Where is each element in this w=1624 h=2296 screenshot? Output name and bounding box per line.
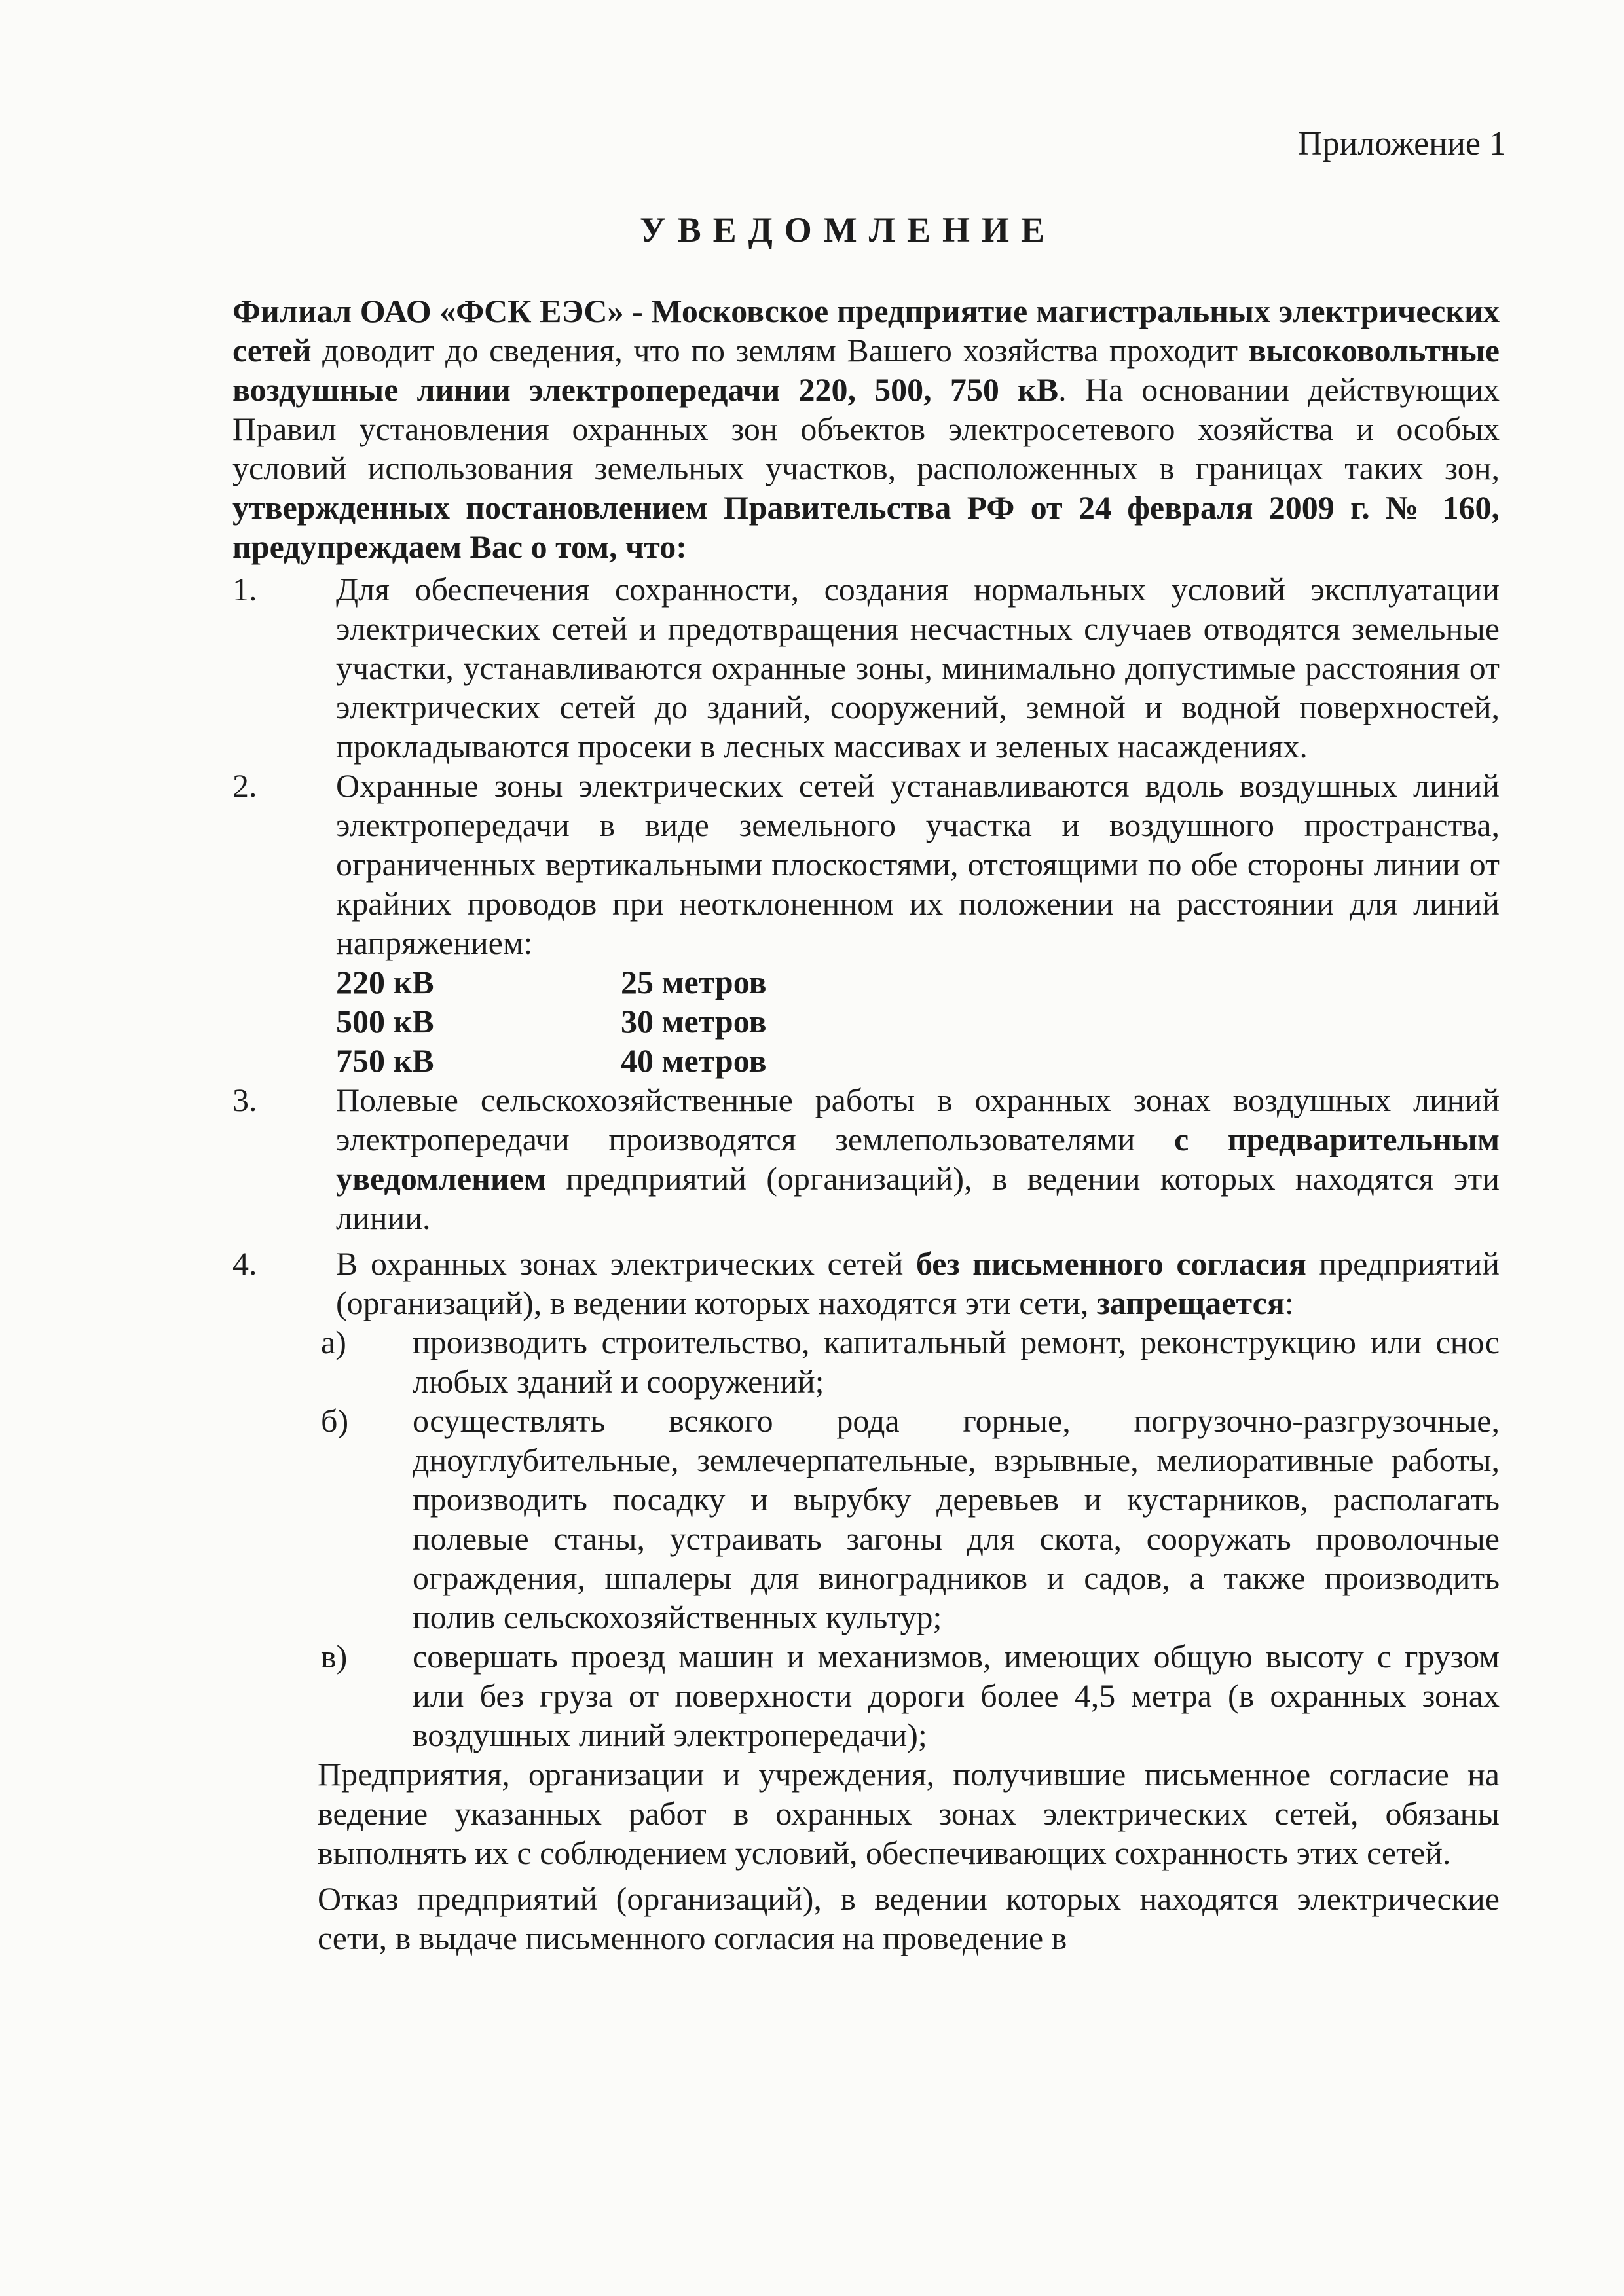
voltage-distance-table (336, 962, 1500, 1080)
distance-value: 25 метров (621, 964, 767, 1000)
intro-bold-end: утвержденных постановлением Правительства РФ от 24 февраля 2009 г. № 160, предупреждаем Вас о том, что: (232, 489, 1500, 565)
sub-item-letter: в) (321, 1638, 348, 1675)
closing-paragraph-2: Отказ предприятий (организаций), в ведении которых находятся электрические сети, в выдаче письменного согласия на проведение в (318, 1880, 1500, 1956)
distance-value: 30 метров (621, 1003, 767, 1040)
appendix-label: Приложение 1 (1297, 125, 1506, 162)
sub-item-text: совершать проезд машин и механизмов, имеющих общую высоту с грузом или без груза от поверхности дороги более 4,5 метра (в охранных зонах воздушных линий электропередачи); (413, 1638, 1500, 1753)
item-text: В охранных зонах электрических сетей (336, 1245, 916, 1282)
sub-item-text: осуществлять всякого рода горные, погрузочно-разгрузочные, дноуглубительные, землечерпательные, взрывные, мелиоративные работы, производить посадку и вырубку деревьев и кустарников, располагать полевые станы, устраивать загоны для скота, сооружать проволочные ограждения, шпалеры для виноградников и садов, а также производить полив сельскохозяйственных культур; (413, 1402, 1500, 1635)
item-text: Охранные зоны электрических сетей устанавливаются вдоль воздушных линий электропередачи в виде земельного участка и воздушного пространства, ограниченных вертикальными плоскостями, отстоящими по обе стороны линии от крайних проводов при неотклоненном их положении на расстоянии для линий напряжением: (336, 767, 1500, 961)
intro-text-2: . На основании действующих Правил установления охранных зон объектов электросетевого хозяйства и особых условий использования земельных участков, расположенных в границах таких зон, (232, 371, 1500, 486)
intro-paragraph (232, 291, 1500, 566)
item-number: 1. (232, 571, 257, 608)
sub-list (232, 1322, 1500, 1755)
item-bold: с предварительным уведомлением (336, 1121, 1500, 1197)
item-number: 4. (232, 1245, 257, 1282)
spacer (232, 1872, 1500, 1879)
item-text: Для обеспечения сохранности, создания нормальных условий эксплуатации электрических сетей и предотвращения несчастных случаев отводятся земельные участки, устанавливаются охранные зоны, минимально допустимые расстояния от электрических сетей до зданий, сооружений, земной и водной поверхностей, прокладываются просеки в лесных массивах и зеленых насаждениях. (336, 571, 1500, 765)
numbered-list (232, 570, 1500, 1958)
item-bold: без письменного согласия (915, 1245, 1306, 1282)
sub-item-letter: б) (321, 1402, 349, 1439)
document-title: УВЕДОМЛЕНИЕ (639, 210, 1057, 249)
sub-item-a (321, 1322, 1500, 1401)
voltage-value: 500 кВ (336, 1003, 434, 1040)
list-item-4 (232, 1244, 1500, 1322)
org-name: Филиал ОАО «ФСК ЕЭС» - Московское предприятие магистральных электрических сетей (232, 293, 1500, 369)
list-item-2 (232, 766, 1500, 1080)
list-item-3 (232, 1080, 1500, 1237)
item-text: : (1284, 1285, 1294, 1321)
intro-text-1: доводит до сведения, что по землям Вашего хозяйства проходит (311, 332, 1249, 369)
lines-text: высоковольтные воздушные линии электропередачи 220, 500, 750 кВ (232, 332, 1500, 408)
sub-item-letter: а) (321, 1324, 346, 1360)
spacer (232, 1237, 1500, 1244)
item-text: Полевые сельскохозяйственные работы в охранных зонах воздушных линий электропередачи производятся землепользователями (336, 1082, 1500, 1157)
voltage-value: 750 кВ (336, 1042, 434, 1079)
closing-paragraph-1: Предприятия, организации и учреждения, получившие письменное согласие на ведение указанных работ в охранных зонах электрических сетей, обязаны выполнять их с соблюдением условий, обеспечивающих сохранность этих сетей. (318, 1756, 1500, 1871)
sub-item-b (321, 1401, 1500, 1637)
item-text: предприятий (организаций), в ведении которых находятся эти линии. (336, 1160, 1500, 1236)
distance-value: 40 метров (621, 1042, 767, 1079)
sub-item-c (321, 1637, 1500, 1755)
item-text: предприятий (организаций), в ведении которых находятся эти сети, (336, 1245, 1500, 1321)
list-item-1 (232, 570, 1500, 766)
item-number: 3. (232, 1082, 257, 1118)
voltage-value: 220 кВ (336, 964, 434, 1000)
sub-item-text: производить строительство, капитальный ремонт, реконструкцию или снос любых зданий и сооружений; (413, 1324, 1500, 1400)
item-bold: запрещается (1096, 1285, 1285, 1321)
item-number: 2. (232, 767, 257, 804)
